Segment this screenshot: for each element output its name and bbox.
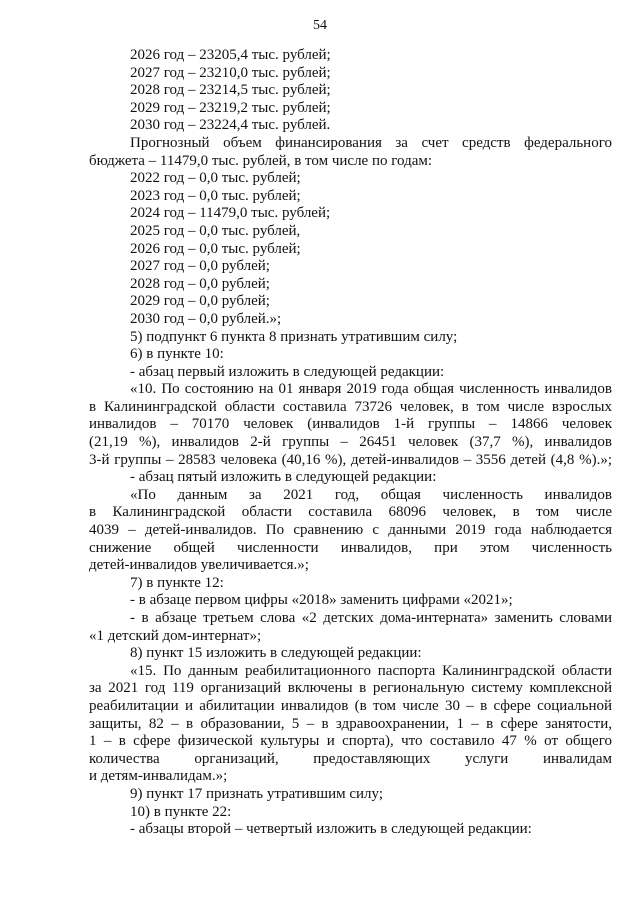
text-line: 7) в пункте 12: [130,574,224,591]
text-line: и детям-инвалидам.»; [89,768,228,785]
text-line: Прогнозный объем финансирования за счет средств федерального [130,134,612,151]
text-line: 2030 год – 0,0 рублей.»; [130,310,282,327]
document-body [89,47,612,839]
text-line: «1 детский дом-интернат»; [89,627,262,644]
text-line: - абзац первый изложить в следующей редакции: [130,363,445,380]
text-line: снижение общей численности инвалидов, при этом численность [89,539,612,556]
text-line: - в абзаце третьем слова «2 детских дома-интерната» заменить словами [130,610,612,626]
text-line: реабилитации и абилитации инвалидов (в том числе 30 – в сфере социальной [89,697,612,714]
text-line: «15. По данным реабилитационного паспорта Калининградской области [130,662,612,679]
text-line: 2028 год – 23214,5 тыс. рублей; [130,82,331,99]
text-line: 2028 год – 0,0 рублей; [130,275,270,292]
text-line: количества организаций, предоставляющих услуги инвалидам [89,750,612,767]
text-line: инвалидов – 70170 человек (инвалидов 1-й группы – 14866 человек [89,416,612,433]
text-line: - абзацы второй – четвертый изложить в следующей редакции: [130,821,532,838]
text-line: в Калининградской области составила 68096 человек, в том числе [89,504,612,521]
text-line: 2029 год – 0,0 рублей; [130,293,270,310]
text-line: 2023 год – 0,0 тыс. рублей; [130,187,301,204]
text-line: - абзац пятый изложить в следующей редакции: [130,469,437,486]
text-line: 8) пункт 15 изложить в следующей редакции: [130,645,422,662]
text-line: 2024 год – 11479,0 тыс. рублей; [130,205,331,222]
text-line: 2025 год – 0,0 тыс. рублей, [130,222,301,239]
text-line: 5) подпункт 6 пункта 8 признать утратившим силу; [130,328,458,345]
text-line: за 2021 год 119 организаций включены в региональную систему комплексной [89,680,612,697]
text-line: 6) в пункте 10: [130,346,224,363]
text-line: (21,19 %), инвалидов 2-й группы – 26451 человек (37,7 %), инвалидов [89,434,612,451]
page-number: 54 [313,18,327,33]
text-line: 3-й группы – 28583 человека (40,16 %), детей-инвалидов – 3556 детей (4,8 %).»; [89,451,612,468]
text-line: 9) пункт 17 признать утратившим силу; [130,785,384,802]
text-line: 2026 год – 0,0 тыс. рублей; [130,240,301,257]
text-line: 2027 год – 0,0 рублей; [130,258,270,275]
text-line: защиты, 82 – в образовании, 5 – в здравоохранении, 1 – в сфере занятости, [89,715,612,732]
text-line: 2027 год – 23210,0 тыс. рублей; [130,64,331,81]
text-line: в Калининградской области составила 73726 человек, в том числе взрослых [89,398,612,415]
text-line: «По данным за 2021 год, общая численность инвалидов [130,486,612,503]
text-line: детей-инвалидов увеличивается.»; [89,557,309,574]
text-line: бюджета – 11479,0 тыс. рублей, в том числе по годам: [89,152,433,169]
text-line: 4039 – детей-инвалидов. По сравнению с данными 2019 года наблюдается [89,522,612,539]
text-line: 1 – в сфере физической культуры и спорта), что составило 47 % от общего [89,733,612,750]
text-line: 2026 год – 23205,4 тыс. рублей; [130,47,331,63]
text-line: 2022 год – 0,0 тыс. рублей; [130,170,301,187]
text-line: - в абзаце первом цифры «2018» заменить цифрами «2021»; [130,592,513,609]
text-line: «10. По состоянию на 01 января 2019 года общая численность инвалидов [130,381,612,398]
text-line: 2030 год – 23224,4 тыс. рублей. [130,117,331,134]
text-line: 10) в пункте 22: [130,803,232,820]
text-line: 2029 год – 23219,2 тыс. рублей; [130,99,331,116]
